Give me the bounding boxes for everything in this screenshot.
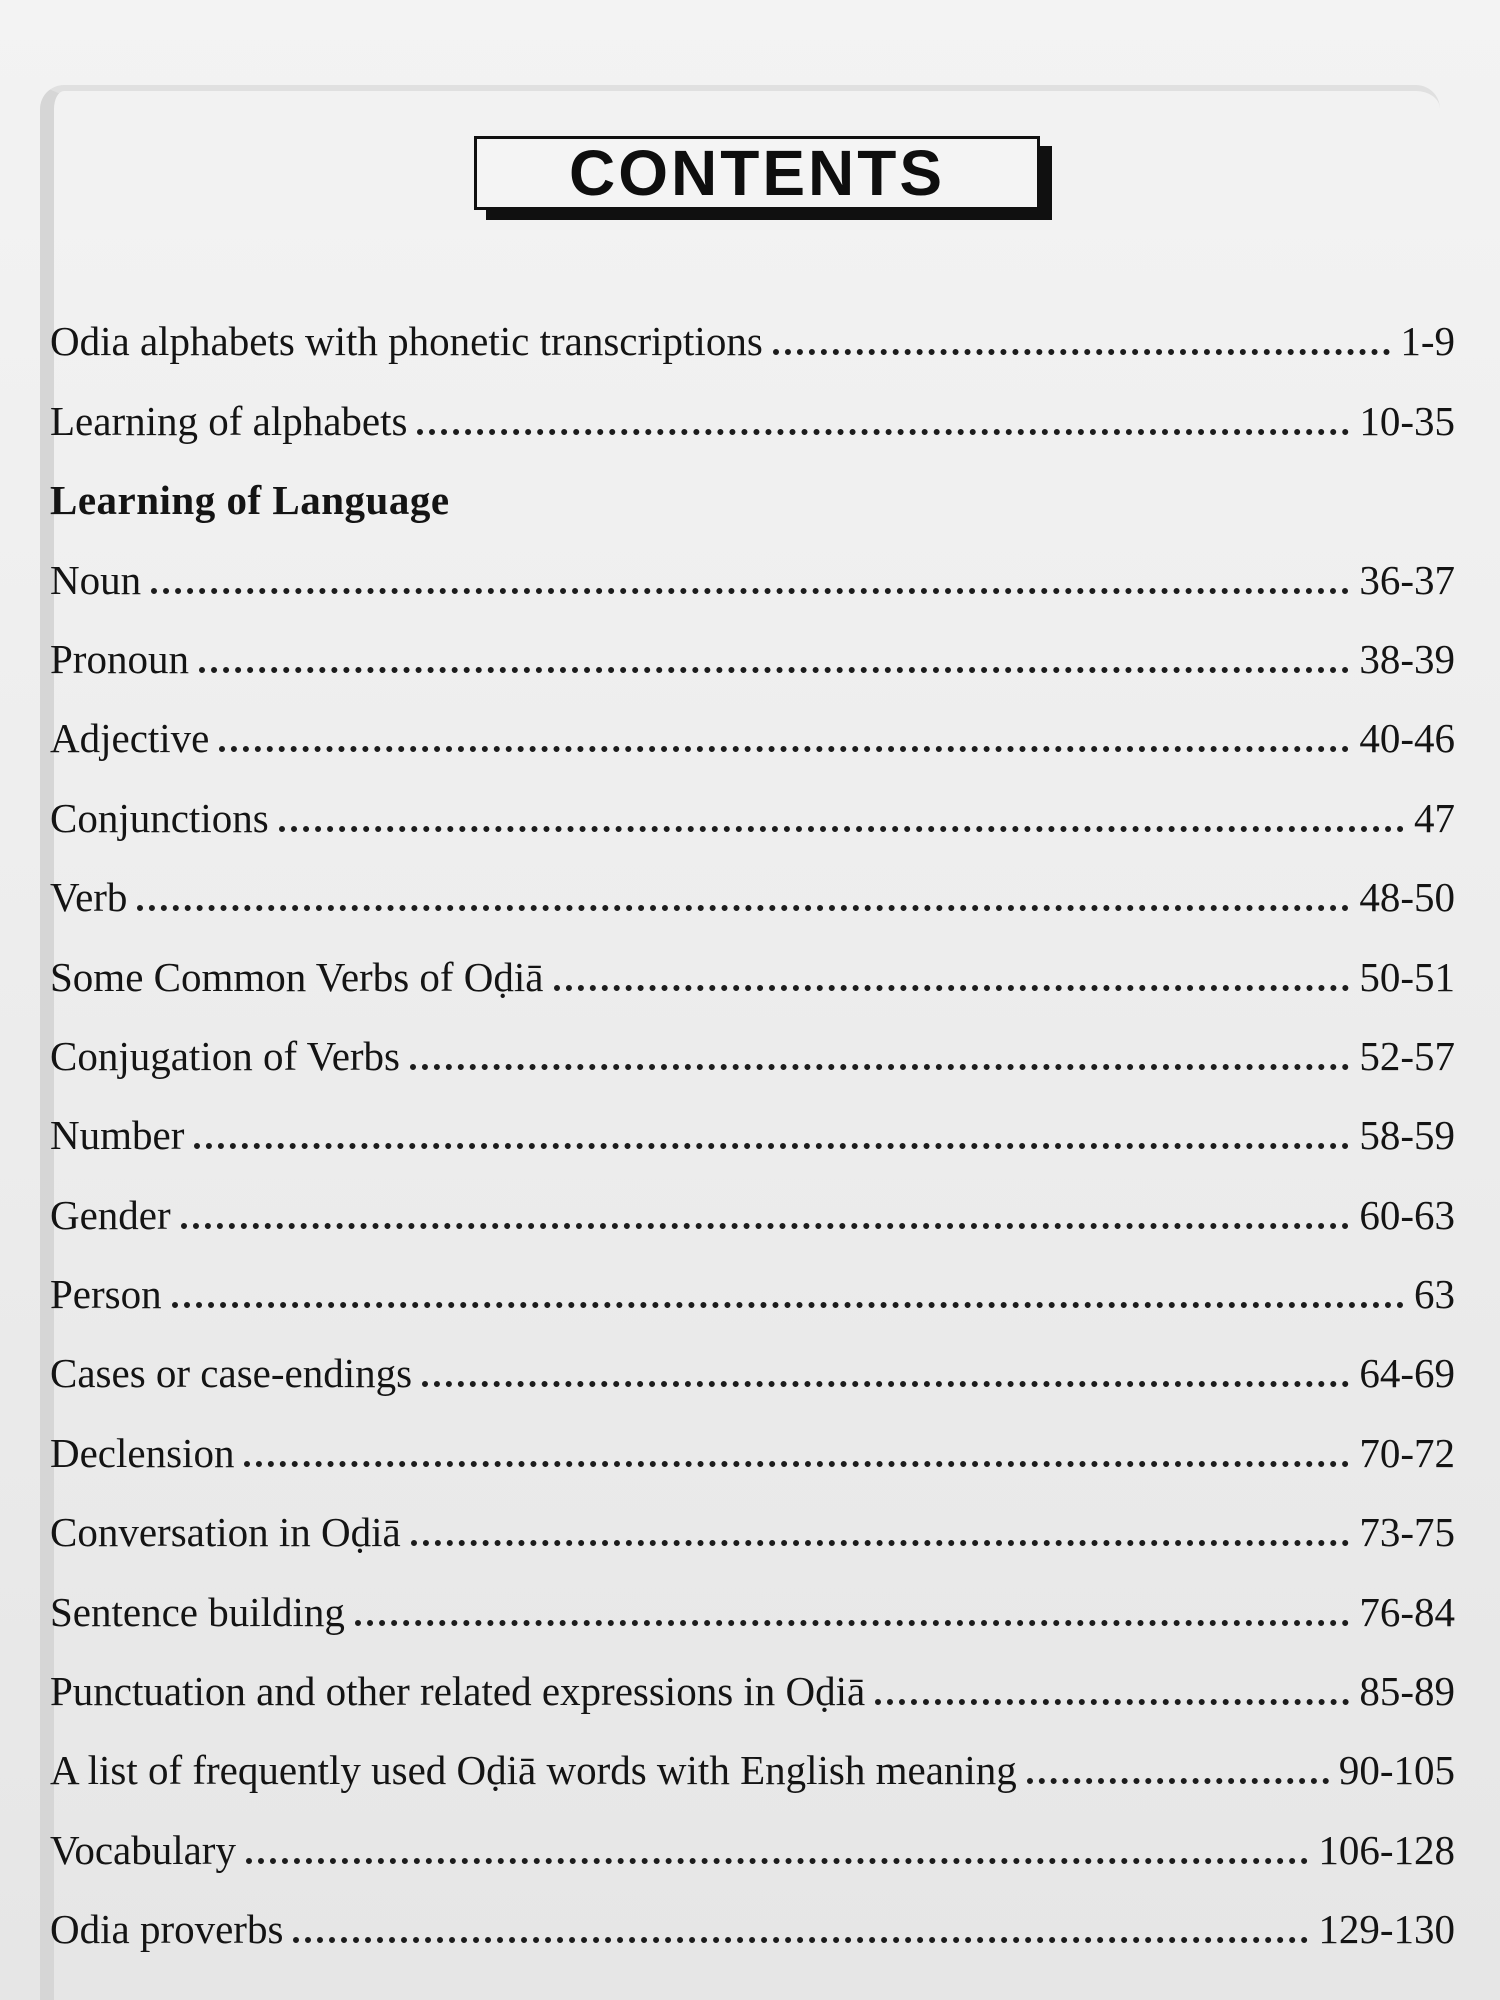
toc-entry-noun — [50, 521, 1455, 603]
dot-leader — [194, 1143, 1349, 1149]
toc-entry-verb — [50, 839, 1455, 921]
toc-entry-title: Conjunctions — [50, 794, 269, 841]
dot-leader — [410, 1064, 1349, 1070]
toc-entry-learning-of-alphabets — [50, 362, 1455, 444]
toc-entry-declension — [50, 1394, 1455, 1476]
toc-entry-title: Conjugation of Verbs — [50, 1032, 401, 1079]
toc-entry-page: 73-75 — [1359, 1509, 1455, 1556]
heading-frame — [474, 136, 1040, 210]
dot-leader — [293, 1937, 1308, 1943]
dot-leader — [554, 985, 1350, 991]
toc-entry-title: Odia alphabets with phonetic transcriptions — [50, 318, 763, 365]
toc-entry-title: Conversation in Oḍiā — [50, 1509, 401, 1556]
section-heading-title: Learning of Language — [50, 477, 450, 524]
toc-entry-title: Punctuation and other related expressions in Oḍiā — [50, 1668, 866, 1715]
toc-entry-page: 47 — [1414, 794, 1455, 841]
toc-entry-number — [50, 1077, 1455, 1159]
toc-entry-title: Cases or case-endings — [50, 1350, 413, 1397]
toc-entry-page: 10-35 — [1359, 397, 1455, 444]
toc-entry-page: 90-105 — [1338, 1747, 1455, 1794]
toc-entry-page: 106-128 — [1318, 1826, 1455, 1873]
toc-entry-pronoun — [50, 601, 1455, 680]
dot-leader — [246, 1858, 1308, 1864]
toc-entry-title: Person — [50, 1271, 162, 1318]
toc-entry-title: Verb — [50, 874, 128, 921]
toc-entry-title: Learning of alphabets — [50, 397, 408, 444]
toc-entry-sentence-building — [50, 1553, 1455, 1635]
toc-entry-vocabulary — [50, 1791, 1455, 1873]
toc-entry-conjunctions — [50, 759, 1455, 841]
table-of-contents — [50, 283, 1455, 1953]
toc-entry-adjective — [50, 680, 1455, 762]
toc-entry-page: 63 — [1414, 1271, 1455, 1318]
dot-leader — [137, 905, 1349, 911]
dot-leader — [417, 429, 1349, 435]
toc-entry-title: Some Common Verbs of Oḍiā — [50, 953, 544, 1000]
toc-entry-conjugation-of-verbs — [50, 998, 1455, 1077]
dot-leader — [199, 667, 1349, 673]
toc-entry-common-verbs — [50, 918, 1455, 1000]
toc-entry-title: Vocabulary — [50, 1826, 236, 1873]
toc-entry-page: 76-84 — [1359, 1588, 1455, 1635]
toc-entry-title: Noun — [50, 556, 142, 603]
toc-entry-odia-alphabets — [50, 283, 1455, 365]
toc-entry-title: Gender — [50, 1191, 171, 1238]
dot-leader — [279, 826, 1404, 832]
toc-entry-person — [50, 1236, 1455, 1318]
toc-entry-punctuation — [50, 1633, 1455, 1715]
dot-leader — [875, 1699, 1349, 1705]
toc-entry-title: Declension — [50, 1429, 235, 1476]
toc-entry-title: Odia proverbs — [50, 1906, 284, 1953]
toc-entry-gender — [50, 1156, 1455, 1238]
dot-leader — [219, 746, 1349, 752]
toc-entry-title: Number — [50, 1112, 185, 1159]
toc-entry-page: 64-69 — [1359, 1350, 1455, 1397]
dot-leader — [355, 1620, 1349, 1626]
page-title: CONTENTS — [569, 137, 945, 209]
toc-entry-page: 36-37 — [1359, 556, 1455, 603]
toc-entry-page: 58-59 — [1359, 1112, 1455, 1159]
dot-leader — [773, 349, 1391, 355]
dot-leader — [151, 588, 1349, 594]
toc-entry-cases — [50, 1315, 1455, 1397]
dot-leader — [244, 1461, 1349, 1467]
toc-entry-page: 52-57 — [1359, 1032, 1455, 1079]
toc-entry-page: 38-39 — [1359, 635, 1455, 682]
dot-leader — [422, 1381, 1349, 1387]
toc-entry-page: 129-130 — [1318, 1906, 1455, 1953]
toc-entry-title: Sentence building — [50, 1588, 345, 1635]
toc-entry-page: 60-63 — [1359, 1191, 1455, 1238]
toc-entry-page: 48-50 — [1359, 874, 1455, 921]
toc-entry-page: 70-72 — [1359, 1429, 1455, 1476]
toc-section-heading-learning-of-language — [50, 442, 1455, 524]
toc-entry-title: Adjective — [50, 715, 210, 762]
dot-leader — [411, 1540, 1350, 1546]
toc-entry-page: 50-51 — [1359, 953, 1455, 1000]
toc-entry-page: 40-46 — [1359, 715, 1455, 762]
toc-entry-conversation — [50, 1474, 1455, 1556]
contents-heading-box — [474, 136, 1052, 220]
toc-entry-page: 85-89 — [1359, 1668, 1455, 1715]
toc-entry-title: Pronoun — [50, 635, 189, 682]
dot-leader — [181, 1223, 1350, 1229]
toc-entry-page: 1-9 — [1400, 318, 1455, 365]
toc-entry-word-list — [50, 1712, 1455, 1794]
dot-leader — [1027, 1778, 1329, 1784]
toc-entry-title: A list of frequently used Oḍiā words with English meaning — [50, 1747, 1017, 1794]
dot-leader — [172, 1302, 1404, 1308]
toc-entry-odia-proverbs — [50, 1871, 1455, 1953]
